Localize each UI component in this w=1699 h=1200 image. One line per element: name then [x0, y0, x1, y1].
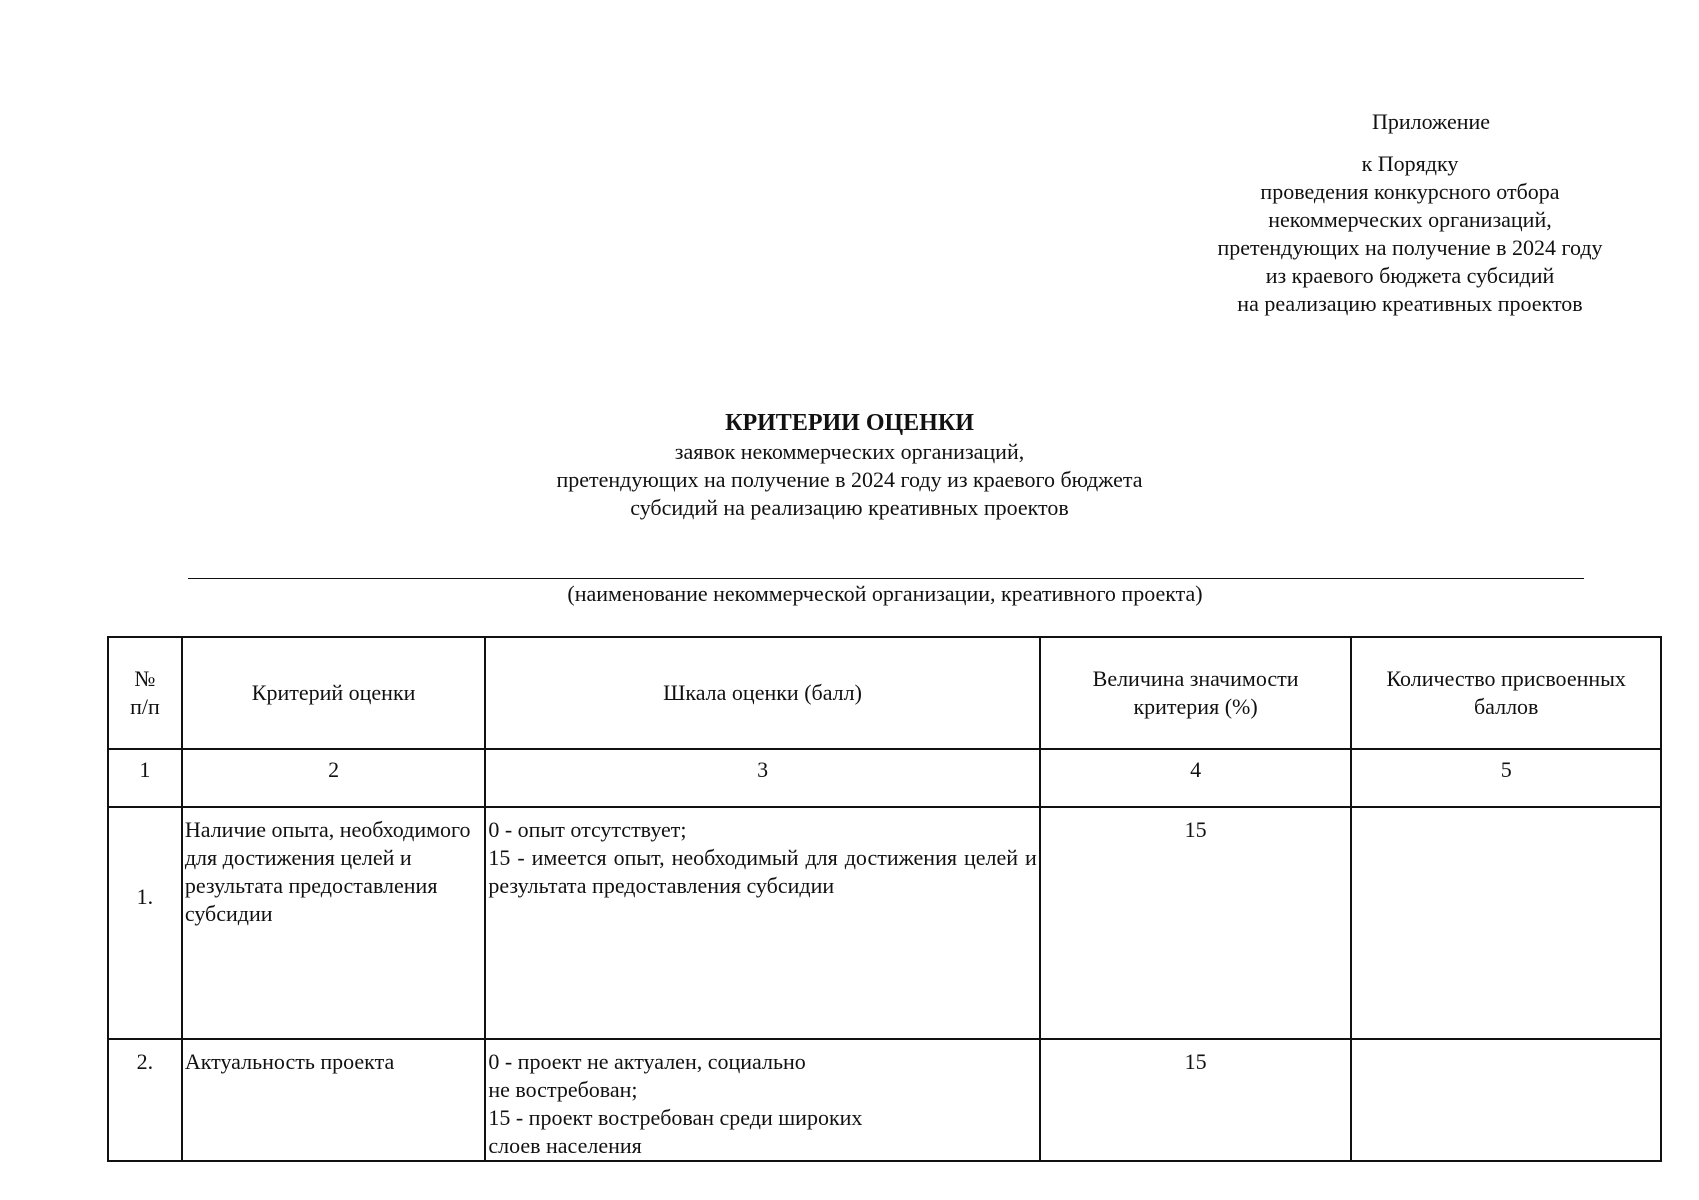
- row-number: 2.: [108, 1039, 182, 1161]
- appendix-line: к Порядку: [1361, 151, 1459, 176]
- column-number: 4: [1040, 749, 1352, 807]
- column-number: 5: [1351, 749, 1661, 807]
- criteria-table: [107, 636, 1662, 1162]
- appendix-line: из краевого бюджета субсидий: [1265, 263, 1555, 288]
- header-criterion: Критерий оценки: [182, 637, 486, 749]
- scale-line: не востребован;: [488, 1077, 638, 1102]
- document-title: КРИТЕРИИ ОЦЕНКИ: [725, 410, 974, 436]
- row-criterion: Наличие опыта, необходимого для достижения целей и результата предоставления субсидии: [182, 807, 486, 1039]
- table-header-row: [108, 637, 1661, 749]
- appendix-label: Приложение: [1371, 109, 1491, 134]
- row-criterion: Актуальность проекта: [182, 1039, 486, 1161]
- scale-line: 0 - опыт отсутствует;: [488, 817, 687, 842]
- appendix-line: проведения конкурсного отбора: [1260, 179, 1560, 204]
- header-scale: Шкала оценки (балл): [485, 637, 1039, 749]
- row-points: [1351, 1039, 1661, 1161]
- appendix-line: претендующих на получение в 2024 году: [1217, 235, 1603, 260]
- row-weight: 15: [1040, 1039, 1352, 1161]
- row-scale: [485, 1039, 1039, 1161]
- document-heading: [0, 408, 1699, 522]
- row-points: [1351, 807, 1661, 1039]
- header-number: № п/п: [108, 637, 182, 749]
- table-row: [108, 1039, 1661, 1161]
- table-row: [108, 807, 1661, 1039]
- row-number: 1.: [108, 807, 182, 1039]
- row-weight: 15: [1040, 807, 1352, 1039]
- organization-name-blank-line: [188, 578, 1584, 579]
- column-number: 1: [108, 749, 182, 807]
- header-points: Количество присвоенных баллов: [1351, 637, 1661, 749]
- appendix-block: [1160, 108, 1660, 318]
- scale-line: 15 - проект востребован среди широких слоев населения: [488, 1105, 863, 1158]
- document-subtitle-line: претендующих на получение в 2024 году из краевого бюджета: [556, 467, 1143, 492]
- scale-line: 0 - проект не актуален, социально: [488, 1049, 806, 1074]
- appendix-line: некоммерческих организаций,: [1268, 207, 1552, 232]
- appendix-line: на реализацию креативных проектов: [1237, 291, 1583, 316]
- column-number-row: [108, 749, 1661, 807]
- row-scale: [485, 807, 1039, 1039]
- document-subtitle-line: заявок некоммерческих организаций,: [674, 439, 1025, 464]
- organization-name-caption: (наименование некоммерческой организации, креативного проекта): [567, 581, 1203, 606]
- document-subtitle-line: субсидий на реализацию креативных проектов: [630, 495, 1069, 520]
- scale-line: 15 - имеется опыт, необходимый для достижения целей и результата предоставления субсидии: [488, 845, 1037, 898]
- header-weight: Величина значимости критерия (%): [1040, 637, 1352, 749]
- column-number: 2: [182, 749, 486, 807]
- column-number: 3: [485, 749, 1039, 807]
